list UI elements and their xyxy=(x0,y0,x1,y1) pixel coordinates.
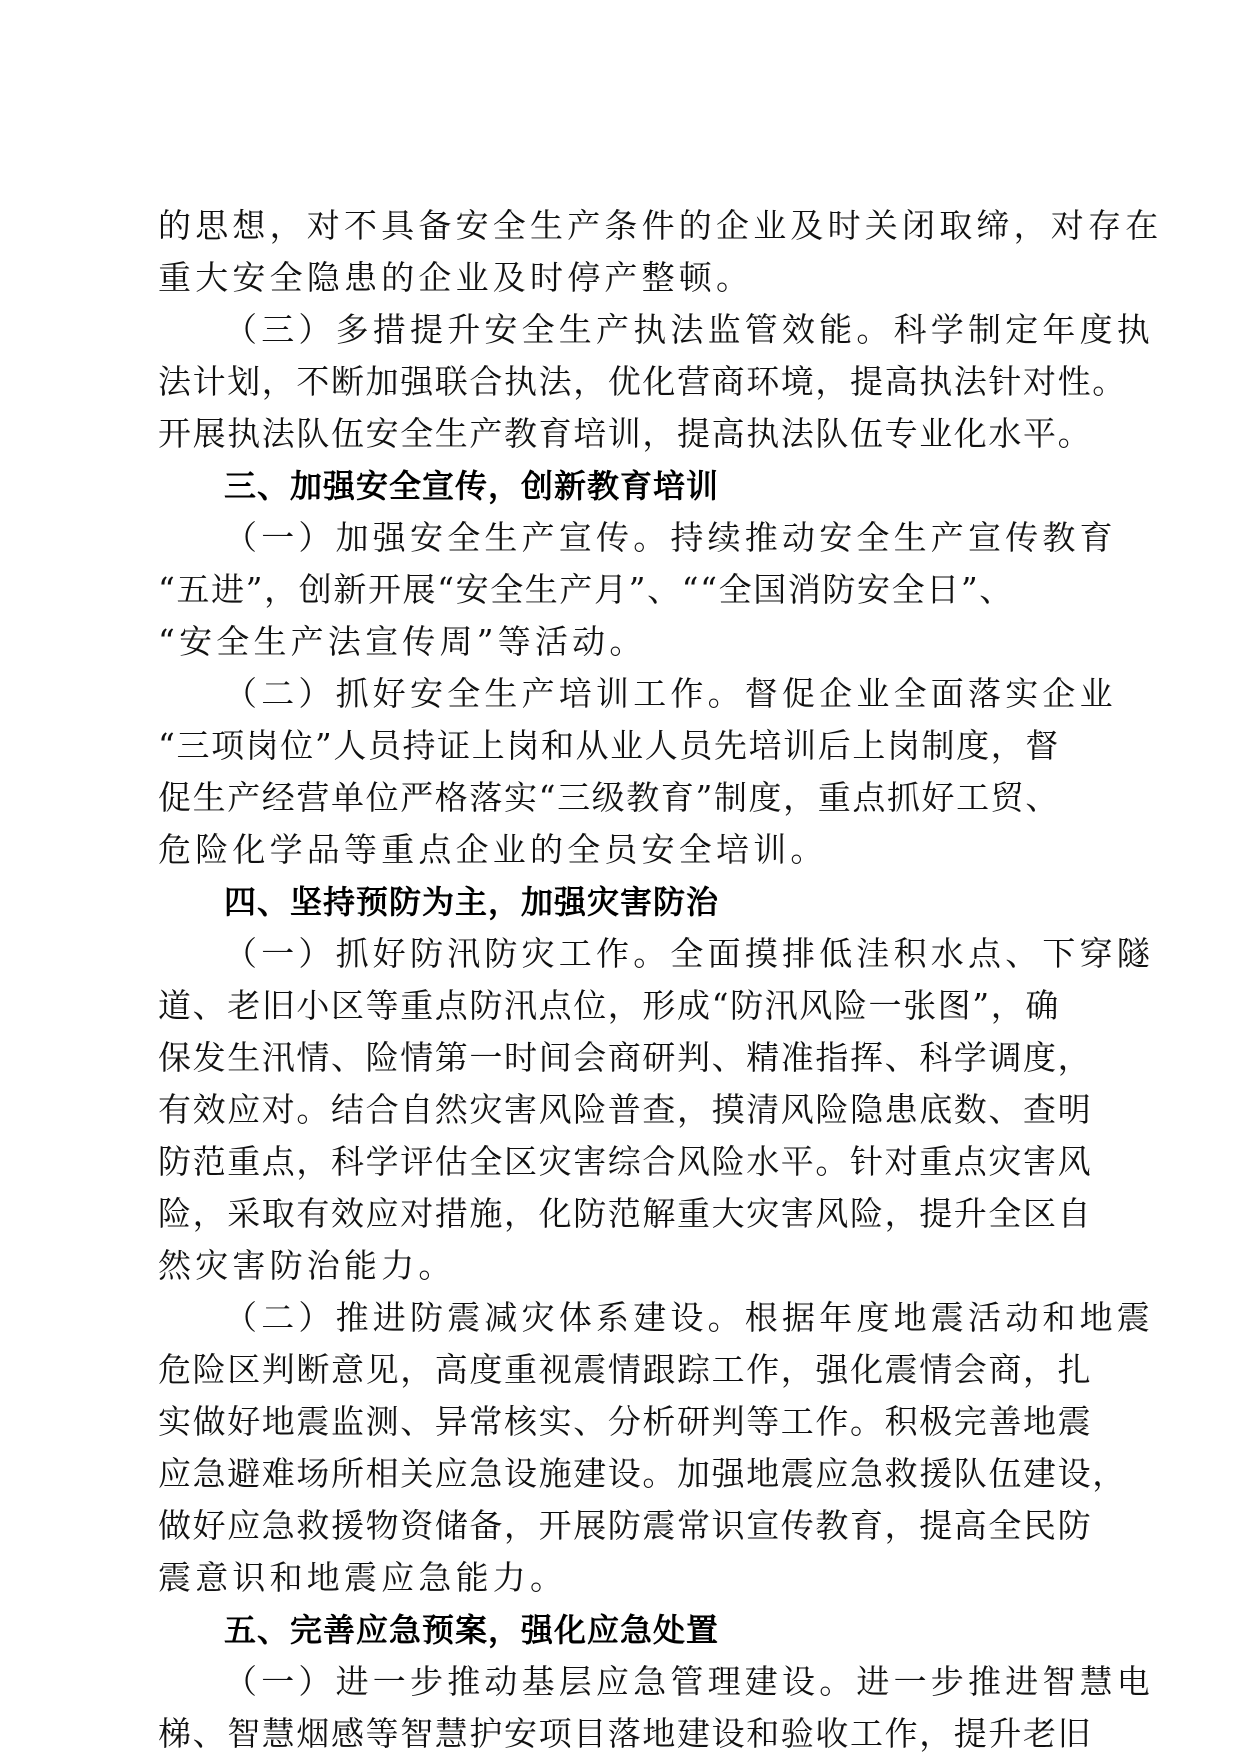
document-body xyxy=(158,200,1163,1760)
text-line: 法计划，不断加强联合执法，优化营商环境，提高执法针对性。 xyxy=(158,362,1127,401)
text-line: （三）多措提升安全生产执法监管效能。科学制定年度执 xyxy=(224,310,1154,349)
text-line: 实做好地震监测、异常核实、分析研判等工作。积极完善地震 xyxy=(158,1402,1093,1441)
paragraph xyxy=(158,200,1163,304)
section-heading: 五、完善应急预案，强化应急处置 xyxy=(224,1611,720,1649)
text-line: 危险化学品等重点企业的全员安全培训。 xyxy=(158,830,828,869)
text-line: （一）进一步推动基层应急管理建设。进一步推进智慧电 xyxy=(224,1662,1154,1701)
text-line: 应急避难场所相关应急设施建设。加强地震应急救援队伍建设， xyxy=(158,1454,1127,1493)
paragraph xyxy=(158,1292,1154,1604)
text-line: 保发生汛情、险情第一时间会商研判、精准指挥、科学调度， xyxy=(158,1038,1093,1077)
text-line: 做好应急救援物资储备，开展防震常识宣传教育，提高全民防 xyxy=(158,1506,1093,1545)
paragraph xyxy=(158,304,1154,460)
paragraph xyxy=(158,928,1154,1292)
section-heading: 四、坚持预防为主，加强灾害防治 xyxy=(224,883,720,921)
paragraph xyxy=(158,512,1118,668)
text-line: “三项岗位”人员持证上岗和从业人员先培训后上岗制度，督 xyxy=(158,726,1060,765)
text-line: 危险区判断意见，高度重视震情跟踪工作，强化震情会商，扎 xyxy=(158,1350,1093,1389)
text-line: （一）加强安全生产宣传。持续推动安全生产宣传教育 xyxy=(224,518,1117,557)
text-line: “五进”，创新开展“安全生产月”、““全国消防安全日”、 xyxy=(158,570,1014,609)
text-line: 开展执法队伍安全生产教育培训，提高执法队伍专业化水平。 xyxy=(158,414,1093,453)
text-line: 防范重点，科学评估全区灾害综合风险水平。针对重点灾害风 xyxy=(158,1142,1093,1181)
text-line: “安全生产法宣传周”等活动。 xyxy=(158,622,647,661)
section-heading: 三、加强安全宣传，创新教育培训 xyxy=(224,467,720,505)
text-line: 然灾害防治能力。 xyxy=(158,1246,456,1285)
text-line: 道、老旧小区等重点防汛点位，形成“防汛风险一张图”，确 xyxy=(158,986,1060,1025)
text-line: 梯、智慧烟感等智慧护安项目落地建设和验收工作，提升老旧 xyxy=(158,1714,1093,1753)
text-line: （二）抓好安全生产培训工作。督促企业全面落实企业 xyxy=(224,674,1117,713)
text-line: 促生产经营单位严格落实“三级教育”制度，重点抓好工贸、 xyxy=(158,778,1060,817)
text-line: 有效应对。结合自然灾害风险普查，摸清风险隐患底数、查明 xyxy=(158,1090,1093,1129)
text-line: 的思想，对不具备安全生产条件的企业及时关闭取缔，对存在 xyxy=(158,206,1163,245)
text-line: （一）抓好防汛防灾工作。全面摸排低洼积水点、下穿隧 xyxy=(224,934,1154,973)
paragraph xyxy=(158,1656,1154,1760)
text-line: 重大安全隐患的企业及时停产整顿。 xyxy=(158,258,754,297)
paragraph xyxy=(158,668,1118,876)
text-line: （二）推进防震减灾体系建设。根据年度地震活动和地震 xyxy=(224,1298,1154,1337)
text-line: 震意识和地震应急能力。 xyxy=(158,1558,568,1597)
text-line: 险，采取有效应对措施，化防范解重大灾害风险，提升全区自 xyxy=(158,1194,1093,1233)
